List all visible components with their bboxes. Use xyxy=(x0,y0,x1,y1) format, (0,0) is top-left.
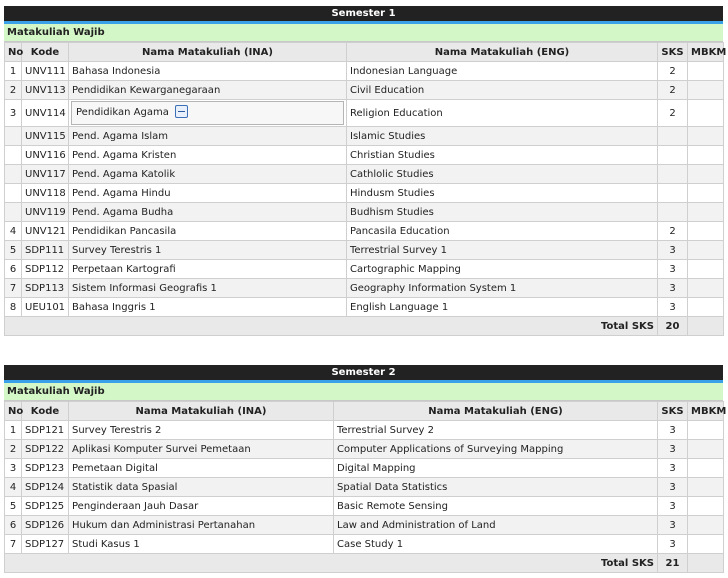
row-sks: 3 xyxy=(658,535,688,554)
row-kode: SDP126 xyxy=(22,516,69,535)
row-eng: English Language 1 xyxy=(347,298,658,317)
row-eng: Indonesian Language xyxy=(347,62,658,81)
row-ina-group xyxy=(69,100,347,127)
row-sks xyxy=(658,184,688,203)
table-row xyxy=(5,516,724,535)
row-sks: 2 xyxy=(658,81,688,100)
row-sks xyxy=(658,127,688,146)
row-sks: 3 xyxy=(658,260,688,279)
row-eng: Cathlolic Studies xyxy=(347,165,658,184)
row-no: 6 xyxy=(5,260,22,279)
row-no xyxy=(5,203,22,222)
total-mbkm xyxy=(688,317,724,336)
row-kode: SDP123 xyxy=(22,459,69,478)
row-mbkm xyxy=(688,184,724,203)
row-eng: Pancasila Education xyxy=(347,222,658,241)
collapse-minus-icon[interactable] xyxy=(175,105,188,118)
row-no xyxy=(5,127,22,146)
row-ina: Perpetaan Kartografi xyxy=(69,260,347,279)
row-ina: Pend. Agama Kristen xyxy=(69,146,347,165)
row-no: 8 xyxy=(5,298,22,317)
row-ina: Statistik data Spasial xyxy=(69,478,334,497)
elective-group-box xyxy=(71,101,344,125)
row-eng: Christian Studies xyxy=(347,146,658,165)
row-no: 4 xyxy=(5,478,22,497)
row-sks: 3 xyxy=(658,279,688,298)
header-no: No xyxy=(5,402,22,421)
row-mbkm xyxy=(688,62,724,81)
row-eng: Geography Information System 1 xyxy=(347,279,658,298)
row-sks: 3 xyxy=(658,241,688,260)
row-kode: UNV116 xyxy=(22,146,69,165)
category-label: Matakuliah Wajib xyxy=(4,383,723,401)
row-mbkm xyxy=(688,516,724,535)
header-ina: Nama Matakuliah (INA) xyxy=(69,43,347,62)
row-ina: Survey Terestris 2 xyxy=(69,421,334,440)
row-ina: Survey Terestris 1 xyxy=(69,241,347,260)
header-sks: SKS xyxy=(658,43,688,62)
row-sks: 3 xyxy=(658,478,688,497)
header-mbkm: MBKM xyxy=(688,402,724,421)
row-sks xyxy=(658,203,688,222)
row-kode: UNV119 xyxy=(22,203,69,222)
row-ina: Pendidikan Pancasila xyxy=(69,222,347,241)
row-ina: Pend. Agama Budha xyxy=(69,203,347,222)
table-row xyxy=(5,440,724,459)
row-mbkm xyxy=(688,260,724,279)
header-ina: Nama Matakuliah (INA) xyxy=(69,402,334,421)
row-eng: Hindusm Studies xyxy=(347,184,658,203)
row-sks xyxy=(658,165,688,184)
row-kode: SDP125 xyxy=(22,497,69,516)
row-kode: UNV114 xyxy=(22,100,69,127)
row-kode: SDP113 xyxy=(22,279,69,298)
row-kode: SDP124 xyxy=(22,478,69,497)
table-row xyxy=(5,62,724,81)
row-kode: UNV113 xyxy=(22,81,69,100)
table-row xyxy=(5,279,724,298)
row-eng: Basic Remote Sensing xyxy=(334,497,658,516)
row-mbkm xyxy=(688,298,724,317)
row-eng: Civil Education xyxy=(347,81,658,100)
row-kode: UNV118 xyxy=(22,184,69,203)
row-eng: Religion Education xyxy=(347,100,658,127)
header-mbkm: MBKM xyxy=(688,43,724,62)
total-mbkm xyxy=(688,554,724,573)
row-sks xyxy=(658,146,688,165)
table-row xyxy=(5,165,724,184)
row-ina: Sistem Informasi Geografis 1 xyxy=(69,279,347,298)
row-kode: SDP127 xyxy=(22,535,69,554)
table-header-row xyxy=(5,43,724,62)
row-eng: Terrestrial Survey 1 xyxy=(347,241,658,260)
table-row xyxy=(5,81,724,100)
row-ina: Aplikasi Komputer Survei Pemetaan xyxy=(69,440,334,459)
table-row xyxy=(5,127,724,146)
row-no xyxy=(5,146,22,165)
table-row xyxy=(5,260,724,279)
row-sks: 2 xyxy=(658,62,688,81)
row-kode: UNV115 xyxy=(22,127,69,146)
total-value: 20 xyxy=(658,317,688,336)
row-kode: SDP122 xyxy=(22,440,69,459)
header-kode: Kode xyxy=(22,402,69,421)
table-row xyxy=(5,222,724,241)
total-row xyxy=(5,317,724,336)
row-sks: 3 xyxy=(658,421,688,440)
category-label: Matakuliah Wajib xyxy=(4,24,723,42)
row-no: 1 xyxy=(5,421,22,440)
table-row xyxy=(5,497,724,516)
table-row xyxy=(5,203,724,222)
row-ina: Pemetaan Digital xyxy=(69,459,334,478)
table-row xyxy=(5,535,724,554)
row-ina: Pend. Agama Hindu xyxy=(69,184,347,203)
total-row xyxy=(5,554,724,573)
semester-1-section xyxy=(4,6,727,336)
row-kode: UNV121 xyxy=(22,222,69,241)
row-no: 7 xyxy=(5,535,22,554)
header-kode: Kode xyxy=(22,43,69,62)
row-no: 3 xyxy=(5,459,22,478)
row-ina: Pend. Agama Islam xyxy=(69,127,347,146)
row-sks: 2 xyxy=(658,100,688,127)
row-eng: Cartographic Mapping xyxy=(347,260,658,279)
row-eng: Islamic Studies xyxy=(347,127,658,146)
row-eng: Computer Applications of Surveying Mapping xyxy=(334,440,658,459)
row-mbkm xyxy=(688,81,724,100)
table-row xyxy=(5,298,724,317)
total-value: 21 xyxy=(658,554,688,573)
table-row xyxy=(5,421,724,440)
row-kode: SDP121 xyxy=(22,421,69,440)
row-ina: Studi Kasus 1 xyxy=(69,535,334,554)
row-sks: 3 xyxy=(658,516,688,535)
row-mbkm xyxy=(688,222,724,241)
row-mbkm xyxy=(688,440,724,459)
row-kode: UNV111 xyxy=(22,62,69,81)
course-table xyxy=(4,42,727,336)
row-kode: UNV117 xyxy=(22,165,69,184)
header-sks: SKS xyxy=(658,402,688,421)
row-no xyxy=(5,165,22,184)
course-table xyxy=(4,401,727,573)
row-no: 5 xyxy=(5,241,22,260)
table-row xyxy=(5,241,724,260)
row-ina: Hukum dan Administrasi Pertanahan xyxy=(69,516,334,535)
row-mbkm xyxy=(688,459,724,478)
table-row xyxy=(5,478,724,497)
table-row xyxy=(5,184,724,203)
row-eng: Law and Administration of Land xyxy=(334,516,658,535)
row-ina: Pendidikan Kewarganegaraan xyxy=(69,81,347,100)
row-sks: 2 xyxy=(658,222,688,241)
row-mbkm xyxy=(688,497,724,516)
row-no: 2 xyxy=(5,440,22,459)
row-eng: Spatial Data Statistics xyxy=(334,478,658,497)
row-no: 7 xyxy=(5,279,22,298)
row-no: 3 xyxy=(5,100,22,127)
row-kode: SDP111 xyxy=(22,241,69,260)
semester-title: Semester 2 xyxy=(4,365,723,383)
table-header-row xyxy=(5,402,724,421)
row-mbkm xyxy=(688,535,724,554)
row-sks: 3 xyxy=(658,440,688,459)
row-sks: 3 xyxy=(658,298,688,317)
row-eng: Terrestrial Survey 2 xyxy=(334,421,658,440)
row-eng: Budhism Studies xyxy=(347,203,658,222)
row-mbkm xyxy=(688,421,724,440)
row-mbkm xyxy=(688,165,724,184)
header-eng: Nama Matakuliah (ENG) xyxy=(334,402,658,421)
row-sks: 3 xyxy=(658,459,688,478)
semester-title: Semester 1 xyxy=(4,6,723,24)
row-mbkm xyxy=(688,100,724,127)
row-no: 6 xyxy=(5,516,22,535)
row-eng: Digital Mapping xyxy=(334,459,658,478)
row-mbkm xyxy=(688,478,724,497)
total-label: Total SKS xyxy=(5,317,658,336)
row-no: 2 xyxy=(5,81,22,100)
row-mbkm xyxy=(688,127,724,146)
row-ina: Bahasa Inggris 1 xyxy=(69,298,347,317)
row-sks: 3 xyxy=(658,497,688,516)
semester-2-section xyxy=(4,365,727,573)
row-eng: Case Study 1 xyxy=(334,535,658,554)
row-kode: SDP112 xyxy=(22,260,69,279)
header-eng: Nama Matakuliah (ENG) xyxy=(347,43,658,62)
total-label: Total SKS xyxy=(5,554,658,573)
table-row-expandable xyxy=(5,100,724,127)
table-row xyxy=(5,146,724,165)
row-mbkm xyxy=(688,203,724,222)
row-ina: Penginderaan Jauh Dasar xyxy=(69,497,334,516)
row-mbkm xyxy=(688,279,724,298)
row-no: 1 xyxy=(5,62,22,81)
row-ina: Pend. Agama Katolik xyxy=(69,165,347,184)
row-no: 4 xyxy=(5,222,22,241)
row-ina: Bahasa Indonesia xyxy=(69,62,347,81)
row-mbkm xyxy=(688,241,724,260)
header-no: No xyxy=(5,43,22,62)
row-no xyxy=(5,184,22,203)
table-row xyxy=(5,459,724,478)
row-no: 5 xyxy=(5,497,22,516)
row-mbkm xyxy=(688,146,724,165)
row-kode: UEU101 xyxy=(22,298,69,317)
row-ina: Pendidikan Agama xyxy=(76,107,169,118)
